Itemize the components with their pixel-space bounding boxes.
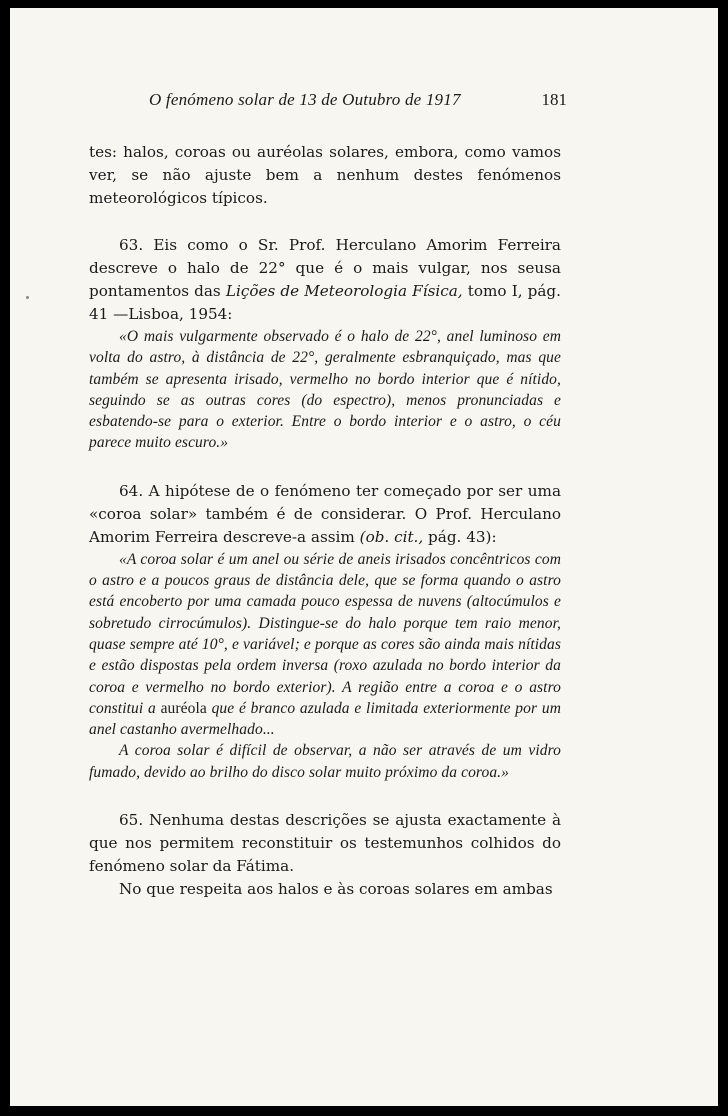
quote-text: «O mais vulgarmente observado é o halo de 22°, anel luminoso em volta do astro, à distância de 22°, geralmente esbranquiçado, mas que também se apresenta irisado, vermelho no bordo interior que é nítido, seguindo se as outras cores (do espectro), menos pronunciadas e esbatendo-se para o exterior. Entre o bordo interior e o astro, o céu parece muito escuro.» [89, 328, 561, 452]
quote-roman-word: auréola [160, 699, 207, 717]
quote-text: que é branco azulada e limitada exteriormente por um anel castanho avermelhado... [89, 699, 561, 739]
paragraph-65 [89, 809, 561, 878]
running-title: O fenómeno solar de 13 de Outubro de 1917 [149, 90, 461, 109]
body-text [89, 141, 561, 901]
paragraph-final [89, 878, 561, 901]
page-number: 181 [541, 90, 567, 109]
quote-text: «A coroa solar é um anel ou série de aneis irisados concêntricos com o astro e a poucos graus de distância dele, que se forma quando o astro está encoberto por uma camada pouco espessa de nuvens (altocúmulos e sobretudo cirrocúmulos). Distingue-se do halo porque tem raio menor, quase sempre até 10°, e variável; e porque as cores são ainda mais nítidas e estão dispostas pela ordem inversa (roxo azulada no bordo interior da coroa e vermelho no bordo exterior). A região entre a coroa e o astro constitui a [89, 550, 561, 717]
quote-coroa [89, 549, 561, 741]
citation-ref: (ob. cit., [359, 527, 424, 546]
paragraph-text: pág. 43): [423, 527, 497, 546]
quote-text: A coroa solar é difícil de observar, a não ser através de um vidro fumado, devido ao brilho do disco solar muito próximo da coroa.» [89, 742, 561, 781]
page-speck [26, 296, 29, 299]
paragraph-text: No que respeita aos halos e às coroas solares em ambas [119, 880, 553, 899]
paragraph-text: tomo I, pág. 41 —Lisboa, 1954: [89, 282, 561, 323]
quote-halo [89, 326, 561, 454]
paragraph-text: 64. A hipótese de o fenómeno ter começado por ser uma «coroa solar» também é de considerar. O Prof. Herculano Amorim Ferreira descreve-a assim [89, 481, 561, 546]
book-title: Lições de Meteorologia Física, [225, 282, 463, 300]
paragraph-text: 65. Nenhuma destas descrições se ajusta exactamente à que nos permitem reconstituir os testemunhos colhidos do fenómeno solar da Fátima. [89, 811, 561, 876]
paragraph-continuation [89, 141, 561, 210]
paragraph-63 [89, 234, 561, 326]
running-header [89, 90, 569, 112]
paragraph-text: tes: halos, coroas ou auréolas solares, embora, como vamos ver, se não ajuste bem a nenhum destes fenómenos meteorológicos típicos. [89, 143, 561, 207]
book-page [10, 8, 718, 1106]
paragraph-text: 63. Eis como o Sr. Prof. Herculano Amorim Ferreira descreve o halo de 22° que é o mais vulgar, nos seusa pontamentos das [89, 236, 561, 300]
paragraph-64 [89, 480, 561, 549]
quote-coroa-2 [89, 740, 561, 783]
